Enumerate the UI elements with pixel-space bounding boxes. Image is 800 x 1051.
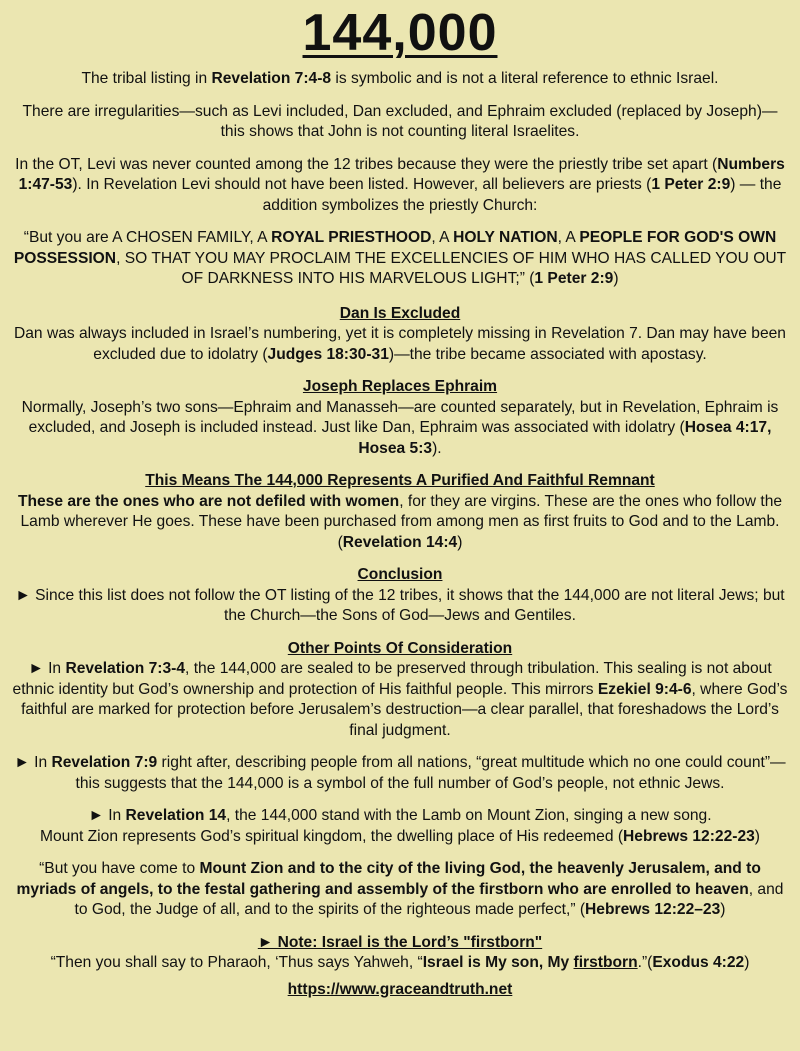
joseph-paragraph [12, 398, 788, 460]
emphasis-text: Hebrews 12:22-23 [623, 827, 755, 845]
emphasis-text: firstborn [573, 954, 638, 971]
body-text: , the 144,000 stand with the Lamb on Mount Zion, singing a new song. [226, 807, 712, 824]
intro-paragraph-1 [12, 69, 788, 90]
body-text: )—the tribe became associated with apostasy. [388, 345, 707, 363]
body-text: right after, describing people from all nations, “great multitude which no one could count”—this suggests that the 144,000 is a symbol of the full number of God’s people, not ethnic Jews. [75, 754, 786, 792]
body-text: , and to God, the Judge of all, and to the spirits of the righteous made perfect,” ( [74, 880, 784, 918]
conclusion-heading: Conclusion [357, 566, 443, 583]
emphasis-text: Exodus 4:22 [652, 954, 745, 971]
body-text: ) [457, 533, 463, 551]
emphasis-text: Israel is My son, My [422, 954, 574, 971]
emphasis-text: PEOPLE FOR GOD'S OWN POSSESSION [13, 229, 777, 267]
emphasis-text: 1 Peter 2:9 [534, 270, 614, 287]
body-text: , A [557, 229, 580, 246]
other-points-paragraph-3b [12, 827, 788, 848]
emphasis-text: Ezekiel 9:4-6 [597, 680, 692, 698]
body-text: ► In [88, 807, 126, 824]
body-text: ► Since this list does not follow the OT listing of the 12 tribes, it shows that the 144,000 are not literal Jews; but the Church—the Sons of God—Jews and Gentiles. [15, 586, 785, 624]
body-text: ) — the addition symbolizes the priestly Church: [262, 176, 782, 214]
body-text: ) [754, 827, 760, 845]
joseph-heading: Joseph Replaces Ephraim [302, 378, 498, 395]
body-text: ► In [14, 754, 52, 771]
body-text: is symbolic and is not a literal reference to ethnic Israel. [331, 70, 719, 87]
body-text: “Then you shall say to Pharaoh, ‘Thus says Yahweh, “ [50, 954, 423, 971]
conclusion-paragraph [12, 586, 788, 627]
other-points-heading: Other Points Of Consideration [287, 639, 513, 657]
body-text: , A [431, 229, 454, 246]
body-text: ). [432, 439, 442, 457]
note-paragraph [12, 953, 788, 974]
body-text: , the 144,000 are sealed to be preserved through tribulation. This sealing is not about ethnic identity but God’s ownership and protection of His faithful people. This mirrors [12, 660, 772, 698]
emphasis-text: ROYAL PRIESTHOOD [271, 229, 432, 246]
emphasis-text: Hebrews 12:22–23 [585, 901, 721, 918]
body-text: “But you have come to [39, 860, 200, 877]
body-text: Normally, Joseph’s two sons—Ephraim and Manasseh—are counted separately, but in Revelation, Ephraim is excluded, and Joseph is included instead. Just like Dan, Ephraim was associated with idolatry ( [21, 398, 779, 436]
body-text: ). In Revelation Levi should not have been listed. However, all believers are priests ( [72, 176, 652, 193]
peter-quote [12, 228, 788, 290]
other-points-paragraph-1 [12, 659, 788, 741]
body-text: ► In [28, 660, 66, 677]
body-text: The tribal listing in [81, 70, 212, 87]
body-text: .”( [637, 954, 653, 971]
remnant-paragraph [12, 492, 788, 554]
emphasis-text: HOLY NATION [453, 229, 558, 246]
hebrews-quote [12, 859, 788, 921]
other-points-paragraph-2 [12, 753, 788, 794]
other-points-paragraph-3a [12, 806, 788, 827]
page-title: 144,000 [302, 4, 498, 62]
body-text: ) [720, 901, 726, 918]
emphasis-text: Revelation 7:9 [51, 754, 158, 771]
note-heading: ► Note: Israel is the Lord’s "firstborn" [257, 933, 543, 951]
emphasis-text: Revelation 14 [125, 807, 227, 824]
emphasis-text: These are the ones who are not defiled with women [17, 492, 400, 510]
website-link[interactable]: https://www.graceandtruth.net [287, 980, 513, 998]
emphasis-text: Hosea 4:17, Hosea 5:3 [358, 419, 772, 457]
remnant-heading: This Means The 144,000 Represents A Purified And Faithful Remnant [145, 472, 655, 489]
body-text: There are irregularities—such as Levi included, Dan excluded, and Ephraim excluded (replaced by Joseph)—this shows that John is not counting literal Israelites. [22, 102, 778, 140]
body-text: In the OT, Levi was never counted among the 12 tribes because they were the priestly tribe set apart ( [15, 155, 718, 173]
body-text: , SO THAT YOU MAY PROCLAIM THE EXCELLENCIES OF HIM WHO HAS CALLED YOU OUT OF DARKNESS INTO HIS MARVELOUS LIGHT;” ( [116, 249, 787, 287]
emphasis-text: Mount Zion and to the city of the living God, the heavenly Jerusalem, and to myriads of angels, to the festal gathering and assembly of the firstborn who are enrolled to heaven [16, 860, 761, 898]
emphasis-text: Judges 18:30-31 [267, 345, 389, 363]
emphasis-text: Revelation 7:3-4 [65, 660, 186, 677]
body-text: , where God’s faithful are marked for protection before Jerusalem’s destruction—a clear parallel, that foreshadows the Lord’s final judgment. [21, 680, 788, 739]
body-text: ) [613, 270, 619, 287]
emphasis-text: Revelation 7:4-8 [211, 70, 332, 87]
dan-heading: Dan Is Excluded [339, 304, 461, 322]
intro-paragraph-3 [12, 155, 788, 217]
body-text: ) [744, 954, 750, 971]
intro-paragraph-2 [12, 102, 788, 143]
emphasis-text: Revelation 14:4 [342, 533, 458, 551]
dan-paragraph [12, 324, 788, 365]
body-text: Dan was always included in Israel’s numbering, yet it is completely missing in Revelation 7. Dan may have been excluded due to idolatry ( [14, 325, 786, 363]
body-text: “But you are A CHOSEN FAMILY, A [23, 229, 272, 246]
body-text: Mount Zion represents God’s spiritual kingdom, the dwelling place of His redeemed ( [39, 827, 624, 845]
body-text: , for they are virgins. These are the ones who follow the Lamb wherever He goes. These have been purchased from among men as first fruits to God and to the Lamb. ( [20, 492, 783, 551]
emphasis-text: Numbers 1:47-53 [18, 155, 785, 193]
emphasis-text: 1 Peter 2:9 [651, 176, 731, 193]
